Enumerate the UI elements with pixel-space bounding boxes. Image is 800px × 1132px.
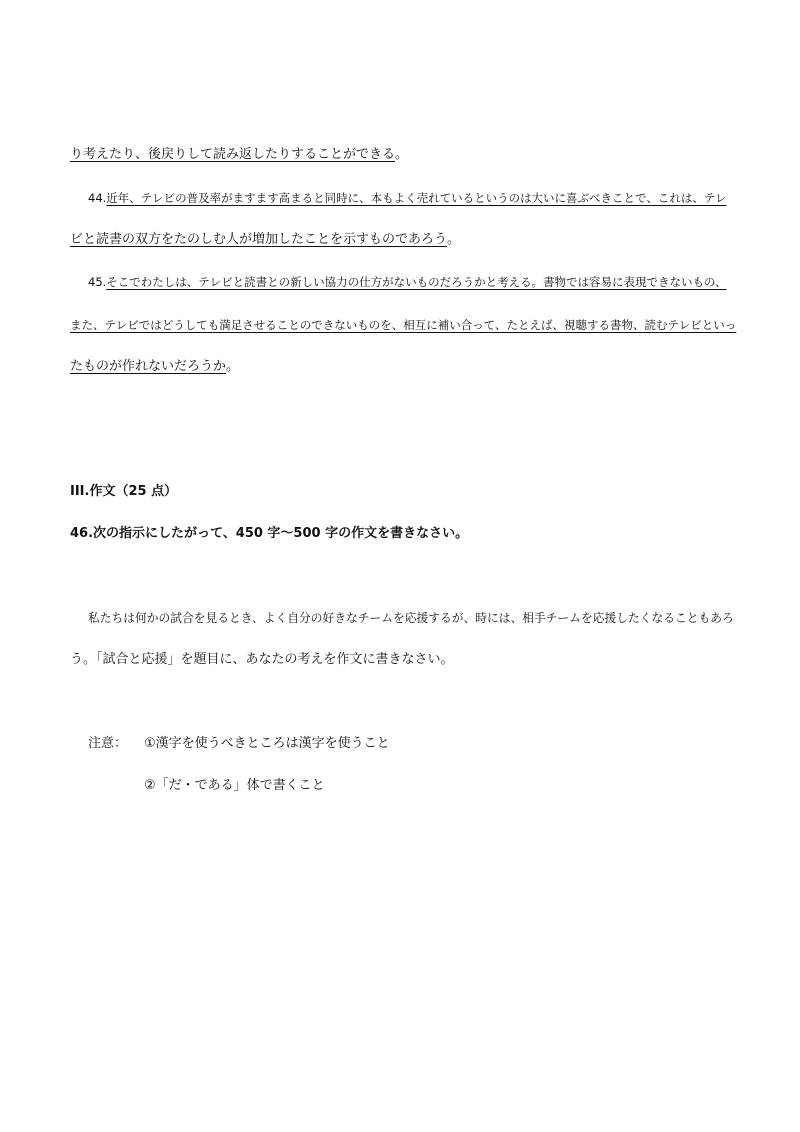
question-44-text-1: 近年、テレビの普及率がますます高まると同時に、本もよく売れているというのは大いに喜ぶべきことで、これは、テレ (106, 191, 727, 205)
question-45-number: 45. (88, 275, 107, 289)
question-45-period: 。 (226, 359, 240, 374)
question-45-line-1 (88, 274, 727, 290)
question-45-text-2: また、テレビではどうしても満足させることのできないものを、相互に補い合って、たとえば、視聴する書物、読むテレビといっ (70, 318, 737, 332)
passage-line-1 (70, 147, 408, 163)
question-45-line-2 (70, 317, 736, 333)
section-heading: III.作文（25 点） (70, 484, 178, 499)
note-item-2: ②「だ・である」体で書くこと (144, 778, 325, 793)
passage-line-1-period: 。 (395, 147, 409, 162)
notes-label: 注意： (88, 736, 128, 751)
note-item-1: ①漢字を使うべきところは漢字を使うこと (144, 736, 390, 751)
question-45-text-1: そこでわたしは、テレビと読書との新しい協力の仕方がないものだろうかと考える。書物では容易に表現できないもの、 (106, 275, 727, 289)
essay-prompt-line-2: う。「試合と応援」を題目に、あなたの考えを作文に書きなさい。 (70, 652, 454, 667)
question-44-line-2 (70, 232, 460, 248)
question-44-line-1 (88, 190, 727, 206)
question-44-period: 。 (447, 232, 461, 247)
passage-line-1-text: り考えたり、後戻りして読み返したりすることができる (70, 147, 396, 162)
question-46-instruction: 46.次の指示にしたがって、450 字～500 字の作文を書きなさい。 (70, 526, 469, 541)
question-44-text-2: ビと読書の双方をたのしむ人が増加したことを示すものであろう (70, 232, 448, 247)
essay-prompt-line-1: 私たちは何かの試合を見るとき、よく自分の好きなチームを応援するが、時には、相手チームを応援したくなることもあろ (88, 611, 734, 625)
question-45-text-3: たものが作れないだろうか (70, 359, 227, 374)
question-45-line-3 (70, 359, 239, 375)
question-44-number: 44. (88, 191, 107, 205)
